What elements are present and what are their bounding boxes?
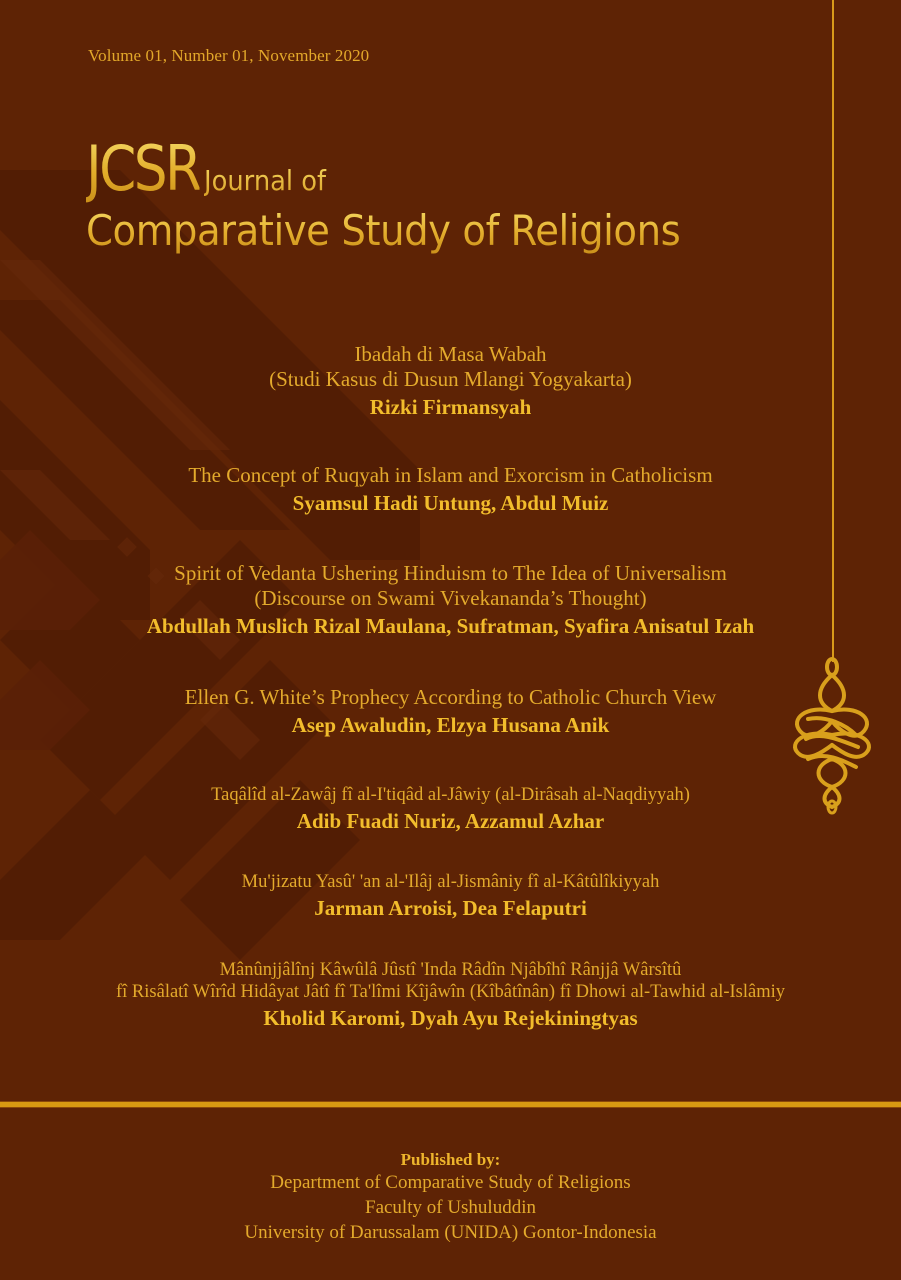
article-title: Spirit of Vedanta Ushering Hinduism to The Idea of Universalism <box>174 561 727 585</box>
article-title: Ellen G. White’s Prophecy According to Catholic Church View <box>184 685 717 709</box>
journal-of-label: Journal of <box>204 164 327 197</box>
article-title: (Studi Kasus di Dusun Mlangi Yogyakarta) <box>269 367 632 391</box>
article-entry <box>0 342 901 421</box>
article-title: fî Risâlatî Wîrîd Hidâyat Jâtî fî Ta'lîmi Kîjâwîn (Kîbâtînân) fî Dhowi al-Tawhid al-Islâmiy <box>116 982 785 1002</box>
article-title: The Concept of Ruqyah in Islam and Exorcism in Catholicism <box>188 463 713 487</box>
volume-info: Volume 01, Number 01, November 2020 <box>88 46 370 65</box>
article-authors: Adib Fuadi Nuriz, Azzamul Azhar <box>296 809 605 833</box>
article-entry <box>0 871 901 922</box>
article-authors: Rizki Firmansyah <box>369 395 532 419</box>
publisher-block <box>0 1150 901 1245</box>
article-authors: Jarman Arroisi, Dea Felaputri <box>314 896 587 920</box>
article-entry <box>0 784 901 835</box>
article-entry <box>0 561 901 640</box>
article-title: Mu'jizatu Yasû' 'an al-'Ilâj al-Jismâniy fî al-Kâtûlîkiyyah <box>241 872 660 892</box>
article-authors: Kholid Karomi, Dyah Ayu Rejekiningtyas <box>263 1006 638 1030</box>
publisher-department: Department of Comparative Study of Religions <box>270 1172 631 1193</box>
article-authors: Asep Awaludin, Elzya Husana Anik <box>291 713 610 737</box>
publisher-faculty: Faculty of Ushuluddin <box>365 1197 536 1218</box>
article-title: Taqâlîd al-Zawâj fî al-I'tiqâd al-Jâwiy (al-Dirâsah al-Naqdiyyah) <box>211 785 690 805</box>
publisher-university: University of Darussalam (UNIDA) Gontor-Indonesia <box>244 1222 657 1243</box>
publisher-label: Published by: <box>400 1150 501 1169</box>
journal-masthead <box>86 132 846 255</box>
article-entry <box>0 685 901 739</box>
article-title: (Discourse on Swami Vivekananda’s Thought) <box>254 586 647 610</box>
article-title: Ibadah di Masa Wabah <box>354 342 547 366</box>
article-authors: Syamsul Hadi Untung, Abdul Muiz <box>292 491 609 515</box>
article-entry <box>0 463 901 517</box>
gold-divider-rule <box>0 1102 901 1107</box>
journal-subtitle: Comparative Study of Religions <box>86 206 681 255</box>
article-authors: Abdullah Muslich Rizal Maulana, Sufratman, Syafira Anisatul Izah <box>146 614 755 638</box>
journal-acronym: JCSR <box>86 132 200 205</box>
article-title: Mânûnjjâlînj Kâwûlâ Jûstî 'Inda Râdîn Njâbîhî Rânjjâ Wârsîtû <box>219 960 682 980</box>
article-entry <box>0 959 901 1032</box>
